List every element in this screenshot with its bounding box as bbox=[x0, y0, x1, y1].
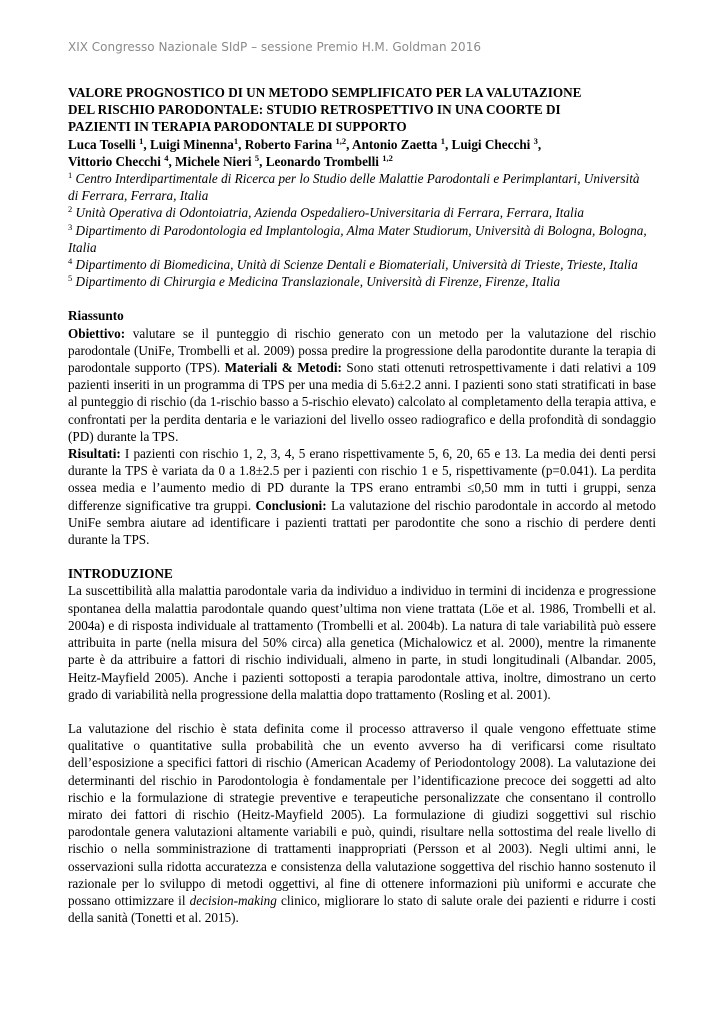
affiliation-number: 1 bbox=[68, 170, 73, 181]
title-line: VALORE PROGNOSTICO DI UN METODO SEMPLIFICATO PER LA VALUTAZIONE bbox=[68, 85, 582, 100]
author-affiliation-mark: 3 bbox=[533, 135, 538, 146]
author-separator: , bbox=[537, 136, 542, 152]
conclusions-text: La valutazione del rischio parodontale in accordo al metodo UniFe sembra aiutare ad identificare i pazienti trattati per parodontite che sono a rischio di perdere denti durante la TPS. bbox=[68, 497, 656, 548]
author-affiliation-mark: 1 bbox=[139, 135, 144, 146]
affiliation-text: Dipartimento di Parodontologia ed Implantologia, Alma Mater Studiorum, Università di Bologna, Bologna, bbox=[72, 222, 647, 238]
author-separator: , bbox=[444, 136, 452, 152]
author-name: Vittorio Checchi bbox=[68, 153, 165, 169]
affiliation-number: 3 bbox=[68, 221, 73, 232]
author-separator: , bbox=[259, 153, 266, 169]
author-name: Michele Nieri bbox=[175, 153, 255, 169]
objective-label: Obiettivo: bbox=[68, 325, 126, 341]
affiliation-item bbox=[68, 273, 656, 290]
affiliation-item bbox=[68, 170, 656, 204]
methods-text: Sono stati ottenuti retrospettivamente i dati relativi a 109 pazienti inseriti in un programma di TPS per una media di 5.6±2.2 anni. I pazienti sono stati stratificati in base al punteggio di rischio (da 1-rischio basso a 5-rischio elevato) calcolato al completamento della terapia attiva, e confrontati per la perdita dentaria e le variazioni del livello osseo radiografico e della profondità di sondaggio (PD) durante la TPS. bbox=[68, 360, 656, 444]
abstract-paragraph bbox=[68, 445, 656, 548]
abstract-heading: Riassunto bbox=[68, 308, 124, 324]
running-header: XIX Congresso Nazionale SIdP – sessione Premio H.M. Goldman 2016 bbox=[68, 40, 481, 54]
author-name: Luca Toselli bbox=[68, 136, 140, 152]
introduction-heading: INTRODUZIONE bbox=[68, 566, 173, 582]
author-affiliation-mark: 1,2 bbox=[335, 135, 347, 146]
author-separator: , bbox=[143, 136, 150, 152]
affiliation-list bbox=[68, 170, 656, 290]
author-line bbox=[68, 153, 656, 170]
affiliation-text: Dipartimento di Biomedicina, Unità di Scienze Dentali e Biomateriali, Università di Trieste, Trieste, Italia bbox=[72, 257, 638, 273]
author-name: Roberto Farina bbox=[244, 136, 336, 152]
title-line: DEL RISCHIO PARODONTALE: STUDIO RETROSPETTIVO IN UNA COORTE DI bbox=[68, 102, 561, 118]
paper-title bbox=[68, 84, 656, 136]
italic-term: decision-making bbox=[189, 892, 277, 908]
author-name: Antonio Zaetta bbox=[352, 136, 441, 152]
author-separator: , bbox=[238, 136, 245, 152]
author-affiliation-mark: 1 bbox=[440, 135, 445, 146]
author-affiliation-mark: 4 bbox=[164, 152, 169, 163]
author-affiliation-mark: 1 bbox=[233, 135, 239, 146]
author-separator: , bbox=[346, 136, 353, 152]
affiliation-item bbox=[68, 204, 656, 221]
title-line: PAZIENTI IN TERAPIA PARODONTALE DI SUPPORTO bbox=[68, 119, 407, 135]
affiliation-item bbox=[68, 222, 656, 256]
author-affiliation-mark: 1,2 bbox=[382, 152, 393, 163]
author-name: Luigi Minenna bbox=[149, 136, 234, 152]
affiliation-text: Unità Operativa di Odontoiatria, Azienda Ospedaliero-Universitaria di Ferrara, Ferrara, Italia bbox=[72, 205, 584, 221]
affiliation-number: 2 bbox=[68, 204, 73, 215]
results-label: Risultati: bbox=[68, 446, 121, 462]
results-text: I pazienti con rischio 1, 2, 3, 4, 5 erano rispettivamente 5, 6, 20, 65 e 13. La media dei denti persi durante la TPS è variata da 0 a 1.8±2.5 per i pazienti con rischio 1 e 5, rispettivamente (p=0.041). La perdita ossea media e l’aumento medio di PD durante la TPS erano entrambi ≤0,50 mm in tutti i gruppi, senza differenze significative tra gruppi. bbox=[68, 446, 656, 513]
affiliation-text: di Ferrara, Ferrara, Italia bbox=[68, 188, 209, 204]
conclusions-label: Conclusioni: bbox=[255, 497, 327, 513]
affiliation-text: Centro Interdipartimentale di Ricerca per lo Studio delle Malattie Parodontali e Perimplantari, Università bbox=[72, 171, 640, 187]
author-list bbox=[68, 136, 656, 170]
paragraph-text: clinico, migliorare lo stato di salute orale dei pazienti e ridurre i costi della sanità (Tonetti et al. 2015). bbox=[68, 892, 656, 926]
introduction-paragraph bbox=[68, 720, 656, 926]
paper-body bbox=[68, 84, 656, 926]
affiliation-text: Dipartimento di Chirurgia e Medicina Translazionale, Università di Firenze, Firenze, Italia bbox=[72, 274, 561, 290]
author-line bbox=[68, 136, 656, 153]
paragraph-text: La valutazione del rischio è stata definita come il processo attraverso il quale vengono effettuate stime qualitative o quantitative sulla probabilità che un evento avverso ha di verificarsi come risultato dell’esposizione a specifici fattori di rischio (American Academy of Periodontology 2008). La valutazione dei determinanti del rischio in Parodontologia è fondamentale per l’identificazione precoce dei soggetti ad alto rischio e la formulazione di strategie preventive e terapeutiche personalizzate che consentano il controllo mirato dei fattori di rischio (Heitz-Mayfield 2005). La formulazione di giudizi soggettivi sul rischio parodontale genera valutazioni altamente variabili e può, quindi, risultare nella sottostima del reale livello di rischio o nella somministrazione di trattamenti inappropriati (Persson et al 2003). Negli ultimi anni, le osservazioni sulla ridotta accuratezza e consistenza della valutazione soggettiva del rischio hanno sostenuto il razionale per lo sviluppo di metodi oggettivi, al fine di ottenere informazioni più uniformi e accurate che possano ottimizzare il bbox=[68, 720, 656, 908]
affiliation-number: 4 bbox=[68, 256, 73, 267]
author-name: Leonardo Trombelli bbox=[265, 153, 383, 169]
affiliation-item bbox=[68, 256, 656, 273]
objective-text: valutare se il punteggio di rischio generato con un metodo per la valutazione del rischio parodontale (UniFe, Trombelli et al. 2009) possa predire la progressione della parodontite durante la terapia di parodontale supporto (TPS). bbox=[68, 325, 656, 376]
spacer bbox=[68, 290, 656, 307]
affiliation-text: Italia bbox=[68, 239, 97, 255]
author-affiliation-mark: 5 bbox=[254, 152, 260, 163]
spacer bbox=[68, 703, 656, 720]
author-separator: , bbox=[168, 153, 176, 169]
methods-label: Materiali & Metodi: bbox=[224, 360, 342, 376]
introduction-paragraph: La suscettibilità alla malattia parodontale varia da individuo a individuo in termini di incidenza e progressione spontanea della malattia parodontale quando quest’ultima non viene trattata (Löe et al. 1986, Trombelli et al. 2004a) e di risposta individuale al trattamento (Trombelli et al. 2004b). La natura di tale variabilità può essere attribuita in parte (nella misura del 50% circa) alla genetica (Michalowicz et al. 2000), mentre la rimanente parte è da attribuire a fattori di rischio individuali, almeno in parte, in studi longitudinali (Albandar. 2005, Heitz-Mayfield 2005). Anche i pazienti sottoposti a terapia parodontale attiva, inoltre, dimostrano un certo grado di variabilità nella progressione della malattia dopo trattamento (Rosling et al. 2001). bbox=[68, 583, 656, 702]
spacer bbox=[68, 548, 656, 565]
affiliation-number: 5 bbox=[68, 273, 73, 284]
abstract-paragraph bbox=[68, 325, 656, 445]
author-name: Luigi Checchi bbox=[451, 136, 534, 152]
